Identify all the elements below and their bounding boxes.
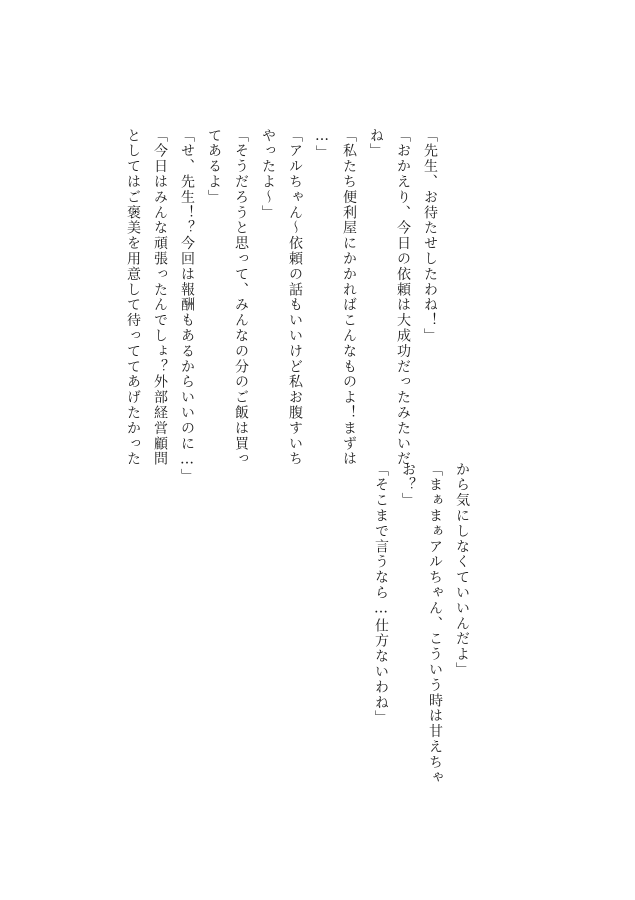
text-line: 「今日はみんな頑張ったんでしょ？外部経営顧問 [152, 128, 168, 467]
text-line: 「そうだろうと思って、みんなの分のご飯は買っ [233, 128, 249, 467]
text-line: てあるよ」 [206, 128, 222, 205]
text-block-upper [119, 128, 443, 485]
text-line: お？」 [400, 462, 416, 509]
text-line: ね」 [368, 128, 384, 159]
text-line: としてはご褒美を用意して待っててあげたかった [125, 128, 141, 467]
text-line: 「まぁまぁアルちゃん、こういう時は甘えちゃ [427, 462, 443, 786]
text-line: 「おかえり、今日の依頼は大成功だったみたいだ [395, 128, 411, 467]
text-block-lower [367, 462, 475, 786]
text-line: 「せ、先生！？今回は報酬もあるからいいのに…」 [179, 128, 195, 485]
text-line: 「アルちゃん〜依頼の話もいいけど私お腹すいち [287, 128, 303, 467]
text-line: 「私たち便利屋にかかればこんなものよ！まずは [341, 128, 357, 467]
text-line: 「先生、お待たせしたわね！」 [422, 128, 438, 344]
text-line: から気にしなくていいんだよ」 [454, 462, 470, 678]
text-line: やったよ〜」 [260, 128, 276, 221]
text-line: 「そこまで言うなら…仕方ないわね」 [373, 462, 389, 726]
text-line: …」 [314, 128, 330, 161]
